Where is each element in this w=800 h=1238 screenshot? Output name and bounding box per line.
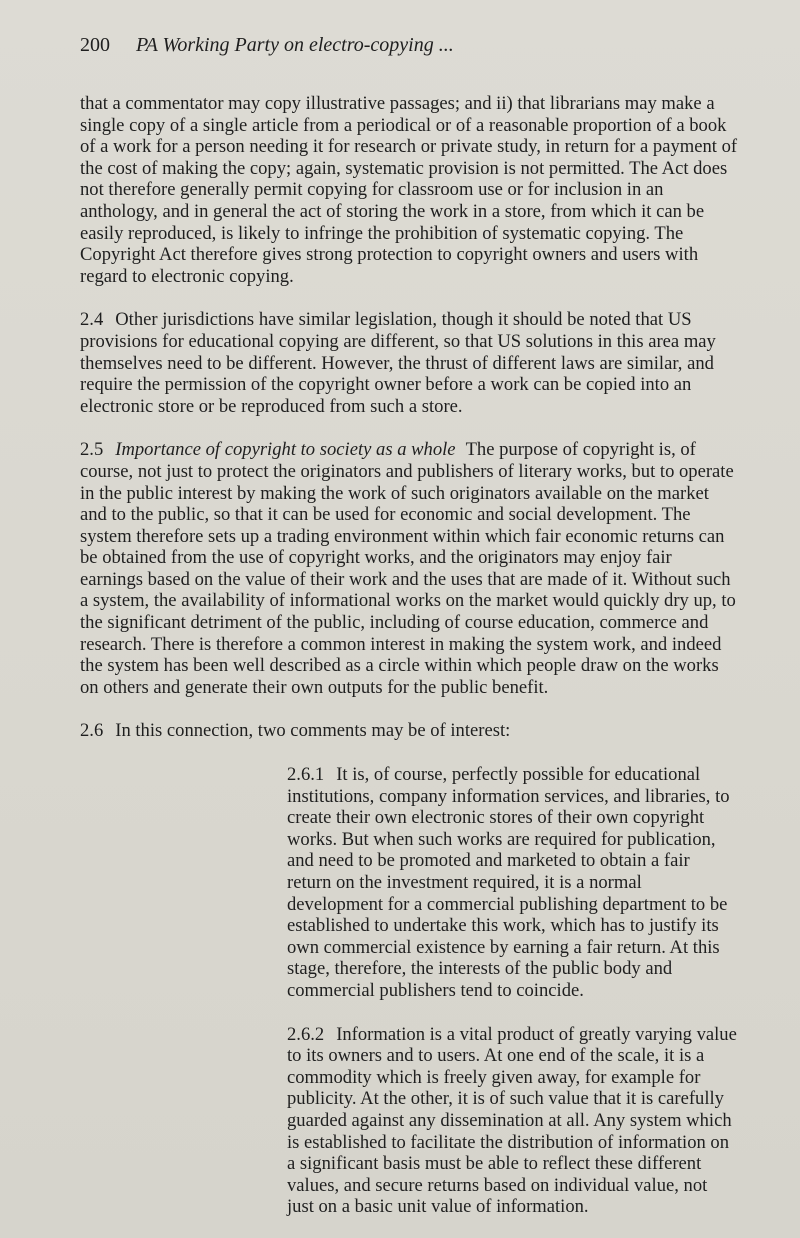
- paragraph-2-6: [80, 720, 738, 742]
- page-number: 200: [80, 34, 110, 56]
- subparagraph-number: 2.6.1: [287, 764, 325, 786]
- paragraph-text: In this connection, two comments may be of interest:: [115, 720, 511, 742]
- subparagraph-2-6-1: [287, 764, 738, 1002]
- subparagraph-number: 2.6.2: [287, 1023, 325, 1045]
- paragraph-number: 2.4: [80, 309, 104, 331]
- paragraph-number: 2.5: [80, 439, 104, 461]
- paragraph-text: that a commentator may copy illustrative passages; and ii) that librarians may make a single copy of a single article from a periodical or of a reasonable proportion of a book of a work for a person needing it for research or private study, in return for a payment of the cost of making the copy; again, systematic provision is not permitted. The Act does not therefore generally permit copying for classroom use or for inclusion in an anthology, and in general the act of storing the work in a store, from which it can be easily reproduced, is likely to infringe the prohibition of systematic copying. The Copyright Act therefore gives strong protection to copyright owners and users with regard to electronic copying.: [80, 93, 738, 287]
- subparagraph-text: Information is a vital product of greatly varying value to its owners and to users. At one end of the scale, it is a commodity which is freely given away, for example for publicity. At the other, it is of such value that it is carefully guarded against any dissemination at all. Any system which is established to facilitate the distribution of information on a significant basis must be able to reflect these different values, and secure returns based on individual value, not just on a basic unit value of information.: [287, 1023, 737, 1218]
- paragraph-text: Other jurisdictions have similar legislation, though it should be noted that US provisions for educational copying are different, so that US solutions in this area may themselves need to be different. However, the thrust of different laws are similar, and require the permission of the copyright owner before a work can be copied into an electronic store or be reproduced from such a store.: [80, 309, 716, 417]
- running-title: PA Working Party on electro-copying ...: [136, 34, 454, 56]
- running-head: [80, 34, 738, 57]
- paragraph-text: The purpose of copyright is, of course, not just to protect the originators and publishers of literary works, but to operate in the public interest by making the work of such originators available on the market and to the public, so that it can be used for economic and social development. The system therefore sets up a trading environment within which fair economic returns can be obtained from the use of copyright works, and the originators may enjoy fair earnings based on the value of their work and the uses that are made of it. Without such a system, the availability of informational works on the market would quickly dry up, to the significant detriment of the public, including of course education, commerce and research. There is therefore a common interest in making the system work, and indeed the system has been well described as a circle within which people draw on the works on others and generate their own outputs for the public benefit.: [80, 439, 736, 698]
- subparagraph-text: It is, of course, perfectly possible for educational institutions, company information services, and libraries, to create their own electronic stores of their own copyright works. But when such works are required for publication, and need to be promoted and marketed to obtain a fair return on the investment required, it is a normal development for a commercial publishing department to be established to undertake this work, which has to justify its own commercial existence by earning a fair return. At this stage, therefore, the interests of the public body and commercial publishers tend to coincide.: [287, 764, 730, 1001]
- subparagraph-2-6-2: [287, 1024, 738, 1218]
- paragraph-heading: Importance of copyright to society as a whole: [115, 439, 456, 461]
- paragraph-number: 2.6: [80, 720, 104, 742]
- paragraph-continuation: [80, 93, 738, 287]
- paragraph-2-5: [80, 439, 738, 698]
- paragraph-2-4: [80, 309, 738, 417]
